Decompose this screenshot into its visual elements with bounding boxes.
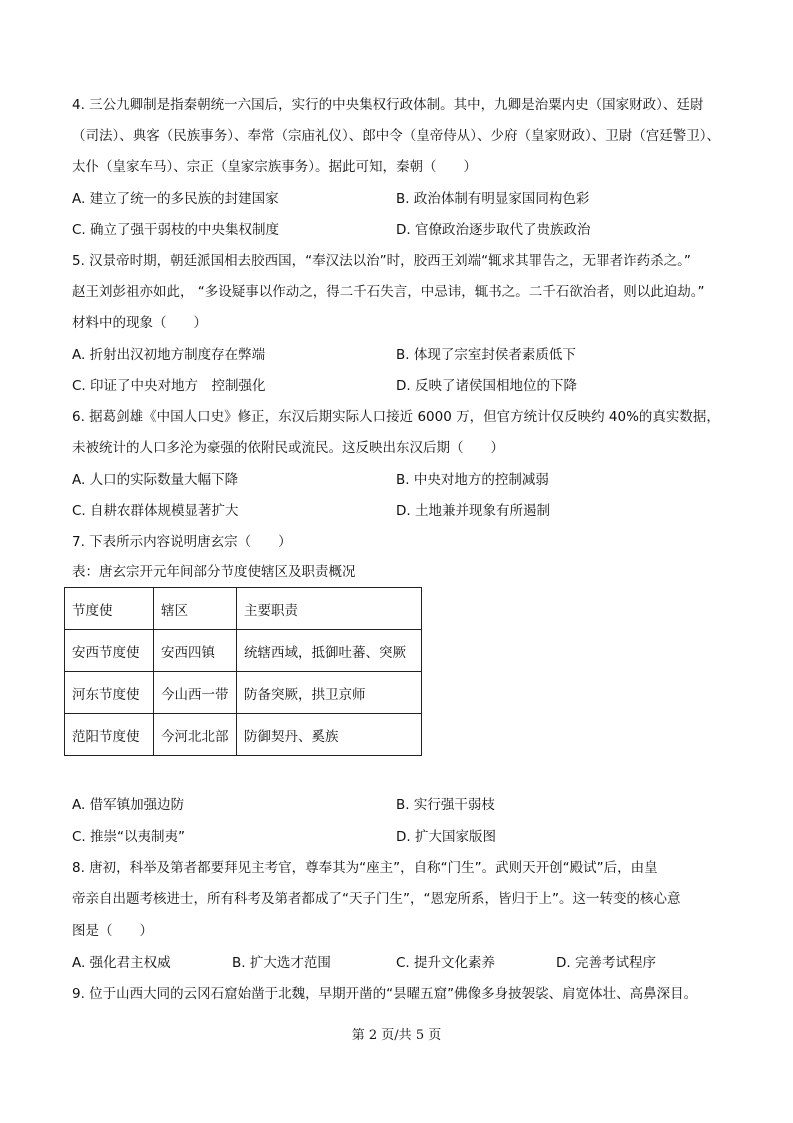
q7-stem-line-1: 7. 下表所示内容说明唐玄宗（ ） (72, 534, 292, 550)
q4-stem-line-3: 太仆（皇家车马）、宗正（皇家宗族事务）。据此可知，秦朝（ ） (72, 159, 477, 175)
table-header-cell: 辖区 (154, 588, 237, 630)
q5-option-a[interactable]: A. 折射出汉初地方制度存在弊端 (72, 347, 266, 363)
table-cell: 统辖西域，抵御吐蕃、突厥 (237, 630, 422, 672)
table-header-cell: 主要职责 (237, 588, 422, 630)
q8-stem-line-1: 8. 唐初，科举及第者都要拜见主考官，尊奉其为“座主”，自称“门生”。武则天开创“殿试”后，由皇 (72, 860, 658, 876)
q5-option-b[interactable]: B. 体现了宗室封侯者素质低下 (396, 347, 576, 363)
table-cell: 今山西一带 (154, 672, 237, 714)
q6-option-a[interactable]: A. 人口的实际数量大幅下降 (72, 472, 239, 488)
q5-stem-line-3: 材料中的现象（ ） (72, 315, 207, 331)
q4-option-c[interactable]: C. 确立了强干弱枝的中央集权制度 (72, 222, 280, 238)
q7-table (64, 587, 422, 756)
q7-option-c[interactable]: C. 推崇“以夷制夷” (72, 829, 185, 845)
q7-option-b[interactable]: B. 实行强干弱枝 (396, 797, 495, 813)
table-cell: 安西节度使 (65, 630, 154, 672)
q8-option-b[interactable]: B. 扩大选才范围 (232, 955, 331, 971)
q6-option-c[interactable]: C. 自耕农群体规模显著扩大 (72, 503, 239, 519)
q8-stem-line-3: 图是（ ） (72, 923, 153, 939)
table-row (65, 714, 422, 756)
q8-option-d[interactable]: D. 完善考试程序 (556, 955, 656, 971)
q4-stem-line-2: （司法）、典客（民族事务）、奉常（宗庙礼仪）、郎中令（皇帝侍从）、少府（皇家财政）、卫尉（宫廷警卫）、 (72, 128, 720, 144)
q6-option-d[interactable]: D. 土地兼并现象有所遏制 (396, 503, 550, 519)
q4-option-b[interactable]: B. 政治体制有明显家国同构色彩 (396, 191, 590, 207)
table-row (65, 672, 422, 714)
q5-stem-line-1: 5. 汉景帝时期，朝廷派国相去胶西国，“奉汉法以治”时，胶西王刘端“辄求其罪告之，无罪者诈药杀之。” (72, 253, 691, 269)
table-cell: 防御契丹、奚族 (237, 714, 422, 756)
q4-stem-line-1: 4. 三公九卿制是指秦朝统一六国后，实行的中央集权行政体制。其中，九卿是治粟内史（国家财政）、廷尉 (72, 97, 704, 113)
q6-stem-line-1: 6. 据葛剑雄《中国人口史》修正，东汉后期实际人口接近 6000 万，但官方统计仅反映约 40%的真实数据， (72, 409, 720, 425)
table-cell: 安西四镇 (154, 630, 237, 672)
table-cell: 范阳节度使 (65, 714, 154, 756)
q4-option-a[interactable]: A. 建立了统一的多民族的封建国家 (72, 191, 279, 207)
q8-option-a[interactable]: A. 强化君主权威 (72, 955, 171, 971)
q5-stem-line-2: 赵王刘彭祖亦如此， “多设疑事以作动之，得二千石失言，中忌讳，辄书之。二千石欲治者，则以此迫劫。” (72, 284, 705, 300)
q4-option-d[interactable]: D. 官僚政治逐步取代了贵族政治 (396, 222, 591, 238)
table-cell: 防备突厥，拱卫京师 (237, 672, 422, 714)
q6-option-b[interactable]: B. 中央对地方的控制减弱 (396, 472, 549, 488)
q7-option-a[interactable]: A. 借军镇加强边防 (72, 797, 185, 813)
q5-option-d[interactable]: D. 反映了诸侯国相地位的下降 (396, 378, 577, 394)
q8-stem-line-2: 帝亲自出题考核进士，所有科考及第者都成了“天子门生”，“恩宠所系，皆归于上”。这一转变的核心意 (72, 891, 681, 907)
page-number: 第 2 页/共 5 页 (351, 1028, 442, 1043)
table-cell: 今河北北部 (154, 714, 237, 756)
q5-option-c[interactable]: C. 印证了中央对地方 控制强化 (72, 378, 266, 394)
table-cell: 河东节度使 (65, 672, 154, 714)
table-header-row (65, 588, 422, 630)
table-row (65, 630, 422, 672)
table-header-cell: 节度使 (65, 588, 154, 630)
q9-stem-line-1: 9. 位于山西大同的云冈石窟始凿于北魏，早期开凿的“昙曜五窟”佛像多身披袈裟、肩宽体壮、高鼻深目。 (72, 986, 698, 1002)
q6-stem-line-2: 未被统计的人口多沦为豪强的依附民或流民。这反映出东汉后期（ ） (72, 440, 504, 456)
q7-table-caption: 表：唐玄宗开元年间部分节度使辖区及职责概况 (72, 564, 356, 580)
q7-option-d[interactable]: D. 扩大国家版图 (396, 829, 496, 845)
q8-option-c[interactable]: C. 提升文化素养 (396, 955, 496, 971)
